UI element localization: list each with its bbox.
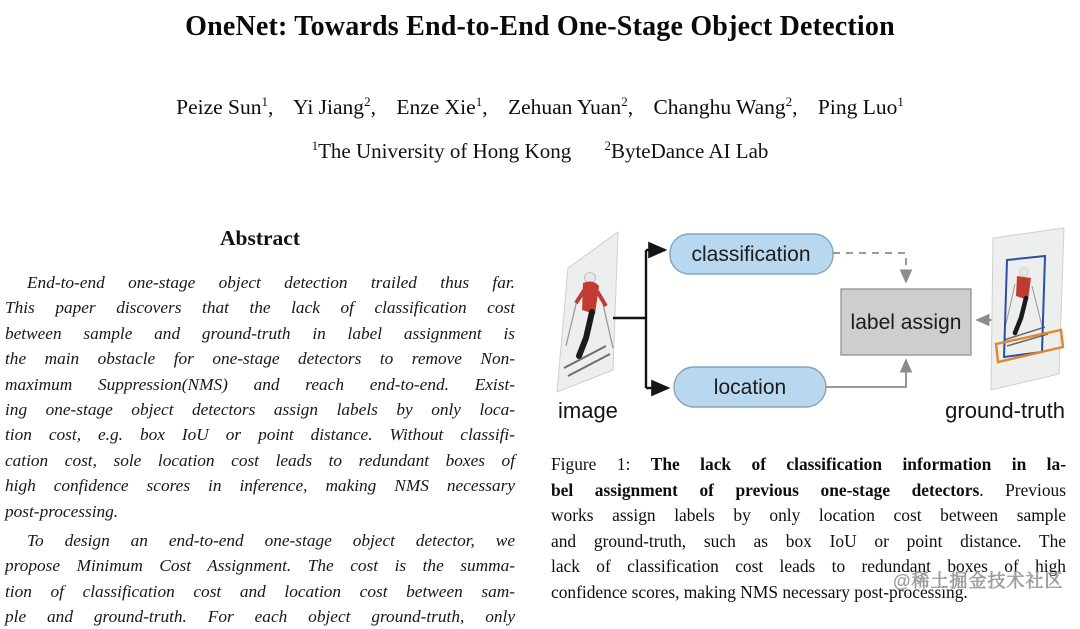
author-name: Zehuan Yuan (507, 95, 622, 119)
caption-text: . Previous (979, 479, 1066, 500)
author-affil-sup: 1 (897, 93, 904, 109)
author-separator: , (268, 95, 274, 119)
abstract-line: ple and ground-truth. For each object ground-truth, only (5, 607, 515, 627)
caption-line (551, 478, 1066, 504)
abstract-line: This paper discovers that the lack of classification cost (5, 298, 515, 318)
affil-name: The University of Hong Kong (318, 139, 572, 163)
caption-line: lack of classification cost leads to redundant boxes of high (551, 556, 1066, 576)
author-separator: , (627, 95, 634, 119)
label-assign-node (841, 289, 971, 355)
author-affil-sup: 2 (621, 93, 628, 109)
affiliation (604, 139, 768, 163)
abstract-line: tion cost, e.g. box IoU or point distance. Without classifi- (5, 425, 515, 445)
caption-figure-number: Figure 1: (551, 454, 651, 474)
arrow-location-to-assign (826, 360, 906, 387)
paper-title: OneNet: Towards End-to-End One-Stage Object Detection (185, 11, 895, 42)
affil-sup: 2 (604, 138, 611, 153)
author (508, 95, 633, 119)
author-separator: , (482, 95, 488, 119)
figure-1-svg (556, 226, 1068, 450)
abstract-heading: Abstract (219, 226, 300, 250)
caption-line: works assign labels by only location cost between sample (551, 505, 1066, 525)
author-name: Changhu Wang (653, 95, 786, 119)
figure-1-diagram (556, 226, 1068, 450)
abstract-line: between sample and ground-truth in label assignment is (5, 323, 515, 343)
caption-line: confidence scores, making NMS necessary post-processing. (551, 581, 968, 602)
author-line (0, 95, 1080, 120)
ground-truth-label: ground-truth (945, 398, 1065, 423)
affiliation (312, 139, 572, 163)
author-affil-sup: 2 (785, 93, 793, 109)
caption-bold-text: The lack of classification information in la- (650, 454, 1066, 474)
abstract-line: To design an end-to-end one-stage object detector, we (27, 530, 515, 550)
abstract-line: the main obstacle for one-stage detectors to remove Non- (5, 349, 515, 369)
author (653, 95, 797, 119)
abstract-body (5, 270, 515, 629)
author-affil-sup: 2 (364, 93, 371, 109)
location-node (674, 367, 826, 407)
affiliation-line (0, 139, 1080, 164)
abstract-line: cation cost, sole location cost leads to redundant boxes of (5, 450, 515, 470)
author-separator: , (792, 95, 798, 119)
author-name: Ping Luo (817, 95, 898, 119)
author-separator: , (370, 95, 376, 119)
abstract-line: maximum Suppression(NMS) and reach end-to-end. Exist- (5, 374, 515, 394)
affil-name: ByteDance AI Lab (610, 139, 769, 163)
abstract-line: tion of classification cost and location cost between sam- (5, 581, 515, 601)
author-name: Enze Xie (396, 95, 476, 119)
input-image-photo (557, 232, 618, 392)
author-name: Yi Jiang (292, 95, 365, 119)
author (396, 95, 487, 119)
caption-line: and ground-truth, such as box IoU or point distance. The (551, 530, 1066, 551)
image-label: image (558, 398, 618, 423)
abstract-line: propose Minimum Cost Assignment. The cost is the summa- (5, 556, 515, 576)
classification-node-label: classification (691, 243, 811, 266)
abstract-line: End-to-end one-stage object detection trailed thus far. (27, 273, 515, 292)
affil-sup: 1 (311, 138, 319, 153)
abstract-line: ing one-stage object detectors assign labels by only loca- (5, 399, 515, 419)
abstract-line: post-processing. (5, 501, 119, 521)
author-affil-sup: 1 (261, 93, 269, 109)
author (293, 95, 376, 119)
author-affil-sup: 1 (475, 93, 483, 109)
site-watermark: @稀土掘金技术社区 (893, 571, 1064, 591)
caption-bold-text: bel assignment of previous one-stage detectors (551, 479, 980, 500)
author-name: Peize Sun (176, 95, 262, 119)
author (818, 95, 904, 119)
caption-line (551, 452, 1066, 478)
label-assign-node-label: label assign (850, 311, 962, 334)
dashed-arrow-classification-to-assign (833, 253, 906, 282)
author (176, 95, 273, 119)
classification-node (670, 234, 833, 274)
location-node-label: location (713, 376, 787, 399)
ground-truth-photo (991, 228, 1064, 390)
abstract-line: high confidence scores in inference, making NMS necessary (5, 476, 515, 496)
